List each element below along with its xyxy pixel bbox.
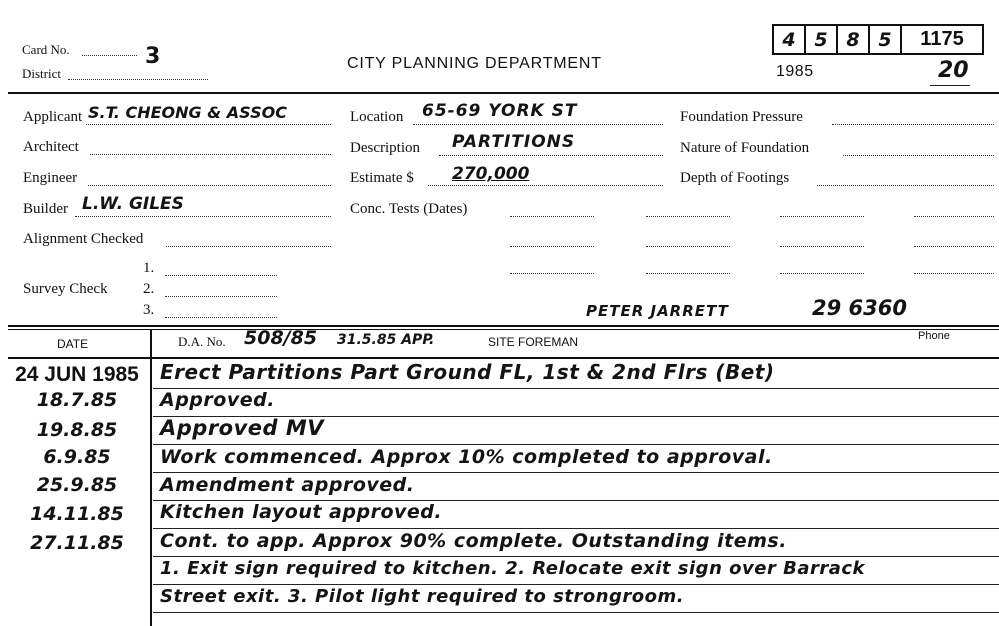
survey-label: Survey Check xyxy=(23,281,108,297)
department-title: CITY PLANNING DEPARTMENT xyxy=(347,55,602,72)
location-value: 65-69 YORK ST xyxy=(422,101,578,121)
entry-date: 19.8.85 xyxy=(36,419,118,441)
conc-line xyxy=(510,216,594,217)
nature-foundation-label: Nature of Foundation xyxy=(680,140,810,156)
conc-line xyxy=(780,273,864,274)
conc-line xyxy=(914,216,994,217)
foreman-phone: 29 6360 xyxy=(812,296,907,320)
da-label: D.A. No. xyxy=(178,334,226,349)
entry-date: 27.11.85 xyxy=(30,532,124,554)
entry-text: Approved. xyxy=(160,389,275,411)
nature-foundation-line xyxy=(843,155,994,156)
architect-line xyxy=(90,154,331,155)
location-label: Location xyxy=(350,109,404,125)
survey-number-1: 1. xyxy=(143,260,155,276)
year-suffix: 20 xyxy=(938,58,969,83)
estimate-value: 270,000 xyxy=(452,164,530,184)
survey-line-3 xyxy=(165,317,277,318)
entry-rule xyxy=(153,584,999,585)
conc-line xyxy=(646,216,730,217)
depth-footings-label: Depth of Footings xyxy=(680,170,790,186)
entry-text: Amendment approved. xyxy=(160,474,415,496)
site-foreman-label: SITE FOREMAN xyxy=(488,335,579,349)
survey-number-3: 3. xyxy=(143,302,155,318)
conc-tests-label: Conc. Tests (Dates) xyxy=(350,201,468,217)
builder-label: Builder xyxy=(23,201,68,217)
entry-rule xyxy=(153,556,999,557)
architect-label: Architect xyxy=(23,139,79,155)
conc-line xyxy=(914,246,994,247)
description-value: PARTITIONS xyxy=(452,132,576,152)
log-header-divider xyxy=(8,357,999,359)
log-top-border-inner xyxy=(8,329,999,330)
description-label: Description xyxy=(350,140,420,156)
conc-line xyxy=(780,246,864,247)
survey-line-1 xyxy=(165,275,277,276)
entry-date: 6.9.85 xyxy=(43,446,111,468)
entry-text: Work commenced. Approx 10% completed to approval. xyxy=(160,446,773,468)
foundation-pressure-label: Foundation Pressure xyxy=(680,109,803,125)
file-number-cell: 5 xyxy=(806,26,838,53)
foreman-name: PETER JARRETT xyxy=(586,302,729,320)
entry-date: 24 JUN 1985 xyxy=(15,363,139,386)
date-column-divider xyxy=(150,330,152,626)
conc-line xyxy=(646,273,730,274)
entry-date: 25.9.85 xyxy=(36,474,118,496)
file-number-cell: 4 xyxy=(774,26,806,53)
entry-text: Erect Partitions Part Ground FL, 1st & 2nd Flrs (Bet) xyxy=(160,360,775,384)
file-number-box xyxy=(772,24,984,55)
engineer-line xyxy=(88,185,331,186)
entry-rule xyxy=(153,444,999,445)
date-header: DATE xyxy=(57,337,89,351)
foundation-pressure-line xyxy=(832,124,994,125)
entry-rule xyxy=(153,612,999,613)
builder-line xyxy=(75,216,331,217)
conc-line xyxy=(646,246,730,247)
conc-line xyxy=(914,273,994,274)
entry-text: Approved MV xyxy=(160,416,325,440)
card-no-line xyxy=(82,55,137,56)
conc-line xyxy=(510,246,594,247)
description-line xyxy=(439,155,663,156)
estimate-line xyxy=(428,185,663,186)
log-top-border xyxy=(8,325,999,327)
entry-date: 18.7.85 xyxy=(36,389,118,411)
phone-label: Phone xyxy=(918,330,950,342)
entry-text: Street exit. 3. Pilot light required to strongroom. xyxy=(160,586,685,607)
conc-line xyxy=(780,216,864,217)
engineer-label: Engineer xyxy=(23,170,78,186)
district-line xyxy=(68,79,208,80)
entry-text: Cont. to app. Approx 90% complete. Outstanding items. xyxy=(160,530,787,552)
entry-rule xyxy=(153,528,999,529)
depth-footings-line xyxy=(817,185,994,186)
entry-text: 1. Exit sign required to kitchen. 2. Relocate exit sign over Barrack xyxy=(160,558,866,579)
builder-value: L.W. GILES xyxy=(82,194,184,214)
applicant-line xyxy=(86,124,331,125)
entry-text: Kitchen layout approved. xyxy=(160,501,443,523)
conc-line xyxy=(510,273,594,274)
alignment-label: Alignment Checked xyxy=(23,231,144,247)
file-number-cell: 5 xyxy=(870,26,902,53)
applicant-label: Applicant xyxy=(23,109,83,125)
survey-number-2: 2. xyxy=(143,281,155,297)
estimate-label: Estimate $ xyxy=(350,170,414,186)
entry-rule xyxy=(153,472,999,473)
card-no-value: 3 xyxy=(145,44,161,69)
da-date: 31.5.85 APP. xyxy=(337,332,435,348)
file-number-cell: 8 xyxy=(838,26,870,53)
alignment-line xyxy=(166,246,331,247)
location-line xyxy=(413,124,663,125)
card-no-label: Card No. xyxy=(22,42,70,57)
file-number-cell: 1175 xyxy=(920,28,964,50)
header-divider xyxy=(8,92,999,94)
applicant-value: S.T. CHEONG & ASSOC xyxy=(88,103,287,122)
da-value: 508/85 xyxy=(244,327,318,349)
year-suffix-underline xyxy=(930,85,970,86)
year: 1985 xyxy=(776,63,814,80)
entry-rule xyxy=(153,388,999,389)
district-label: District xyxy=(22,66,61,81)
survey-line-2 xyxy=(165,296,277,297)
entry-date: 14.11.85 xyxy=(30,503,124,525)
